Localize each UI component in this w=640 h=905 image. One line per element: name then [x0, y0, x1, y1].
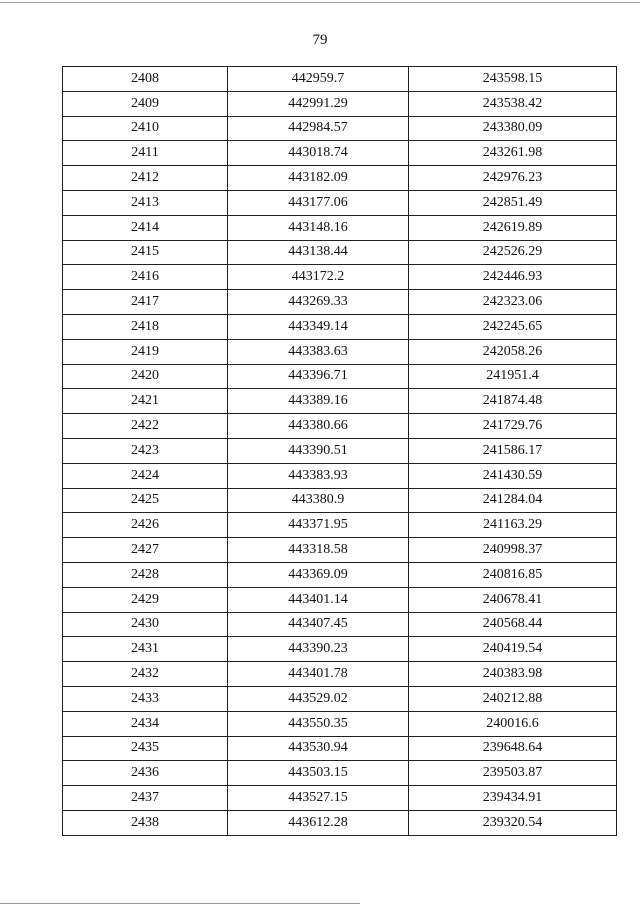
point-number-cell: 2433 [63, 686, 228, 711]
table-row [63, 562, 617, 587]
point-number-cell: 2409 [63, 91, 228, 116]
table-row [63, 389, 617, 414]
table-row [63, 686, 617, 711]
point-number-cell: 2435 [63, 736, 228, 761]
y-coordinate-cell: 242058.26 [409, 339, 617, 364]
point-number-cell: 2423 [63, 438, 228, 463]
x-coordinate-cell: 443371.95 [228, 513, 409, 538]
x-coordinate-cell: 443182.09 [228, 166, 409, 191]
point-number-cell: 2412 [63, 166, 228, 191]
point-number-cell: 2421 [63, 389, 228, 414]
x-coordinate-cell: 442959.7 [228, 67, 409, 92]
y-coordinate-cell: 241874.48 [409, 389, 617, 414]
x-coordinate-cell: 443529.02 [228, 686, 409, 711]
table-row [63, 612, 617, 637]
point-number-cell: 2408 [63, 67, 228, 92]
y-coordinate-cell: 240998.37 [409, 538, 617, 563]
page-number: 79 [312, 32, 328, 48]
x-coordinate-cell: 443550.35 [228, 711, 409, 736]
table-row [63, 265, 617, 290]
y-coordinate-cell: 242446.93 [409, 265, 617, 290]
y-coordinate-cell: 242526.29 [409, 240, 617, 265]
x-coordinate-cell: 443148.16 [228, 215, 409, 240]
y-coordinate-cell: 240016.6 [409, 711, 617, 736]
x-coordinate-cell: 443269.33 [228, 290, 409, 315]
table-row [63, 240, 617, 265]
y-coordinate-cell: 241284.04 [409, 488, 617, 513]
point-number-cell: 2427 [63, 538, 228, 563]
table-row [63, 314, 617, 339]
point-number-cell: 2438 [63, 810, 228, 835]
table-row [63, 141, 617, 166]
point-number-cell: 2417 [63, 290, 228, 315]
table-row [63, 190, 617, 215]
point-number-cell: 2430 [63, 612, 228, 637]
x-coordinate-cell: 443380.66 [228, 414, 409, 439]
x-coordinate-cell: 443390.23 [228, 637, 409, 662]
x-coordinate-cell: 443380.9 [228, 488, 409, 513]
y-coordinate-cell: 241430.59 [409, 463, 617, 488]
x-coordinate-cell: 443349.14 [228, 314, 409, 339]
x-coordinate-cell: 443401.14 [228, 587, 409, 612]
table-row [63, 662, 617, 687]
x-coordinate-cell: 443138.44 [228, 240, 409, 265]
y-coordinate-cell: 241951.4 [409, 364, 617, 389]
table-row [63, 166, 617, 191]
x-coordinate-cell: 442984.57 [228, 116, 409, 141]
point-number-cell: 2436 [63, 761, 228, 786]
y-coordinate-cell: 240419.54 [409, 637, 617, 662]
point-number-cell: 2420 [63, 364, 228, 389]
table-row [63, 438, 617, 463]
x-coordinate-cell: 443177.06 [228, 190, 409, 215]
y-coordinate-cell: 241163.29 [409, 513, 617, 538]
x-coordinate-cell: 443318.58 [228, 538, 409, 563]
table-row [63, 538, 617, 563]
table-row [63, 463, 617, 488]
table-row [63, 67, 617, 92]
table-row [63, 637, 617, 662]
x-coordinate-cell: 443401.78 [228, 662, 409, 687]
point-number-cell: 2416 [63, 265, 228, 290]
point-number-cell: 2422 [63, 414, 228, 439]
table-row [63, 215, 617, 240]
table-row [63, 513, 617, 538]
x-coordinate-cell: 443172.2 [228, 265, 409, 290]
table-row [63, 91, 617, 116]
point-number-cell: 2419 [63, 339, 228, 364]
table-row [63, 290, 617, 315]
table-row [63, 116, 617, 141]
table-row [63, 761, 617, 786]
table-row [63, 587, 617, 612]
y-coordinate-cell: 239434.91 [409, 786, 617, 811]
y-coordinate-cell: 242976.23 [409, 166, 617, 191]
y-coordinate-cell: 243598.15 [409, 67, 617, 92]
point-number-cell: 2410 [63, 116, 228, 141]
table-row [63, 786, 617, 811]
x-coordinate-cell: 443383.63 [228, 339, 409, 364]
bottom-border-line [0, 903, 360, 904]
y-coordinate-cell: 239648.64 [409, 736, 617, 761]
x-coordinate-cell: 442991.29 [228, 91, 409, 116]
point-number-cell: 2413 [63, 190, 228, 215]
point-number-cell: 2424 [63, 463, 228, 488]
y-coordinate-cell: 242323.06 [409, 290, 617, 315]
y-coordinate-cell: 239320.54 [409, 810, 617, 835]
x-coordinate-cell: 443383.93 [228, 463, 409, 488]
x-coordinate-cell: 443612.28 [228, 810, 409, 835]
point-number-cell: 2426 [63, 513, 228, 538]
x-coordinate-cell: 443390.51 [228, 438, 409, 463]
table-row [63, 364, 617, 389]
point-number-cell: 2425 [63, 488, 228, 513]
x-coordinate-cell: 443389.16 [228, 389, 409, 414]
x-coordinate-cell: 443396.71 [228, 364, 409, 389]
y-coordinate-cell: 242619.89 [409, 215, 617, 240]
y-coordinate-cell: 243261.98 [409, 141, 617, 166]
table-row [63, 810, 617, 835]
point-number-cell: 2432 [63, 662, 228, 687]
table-body [63, 67, 617, 836]
y-coordinate-cell: 241729.76 [409, 414, 617, 439]
table-row [63, 736, 617, 761]
point-number-cell: 2428 [63, 562, 228, 587]
y-coordinate-cell: 240678.41 [409, 587, 617, 612]
point-number-cell: 2411 [63, 141, 228, 166]
y-coordinate-cell: 240383.98 [409, 662, 617, 687]
y-coordinate-cell: 240816.85 [409, 562, 617, 587]
x-coordinate-cell: 443527.15 [228, 786, 409, 811]
point-number-cell: 2415 [63, 240, 228, 265]
table-row [63, 414, 617, 439]
x-coordinate-cell: 443503.15 [228, 761, 409, 786]
y-coordinate-cell: 242851.49 [409, 190, 617, 215]
point-number-cell: 2431 [63, 637, 228, 662]
table-row [63, 488, 617, 513]
y-coordinate-cell: 243538.42 [409, 91, 617, 116]
y-coordinate-cell: 239503.87 [409, 761, 617, 786]
x-coordinate-cell: 443369.09 [228, 562, 409, 587]
point-number-cell: 2414 [63, 215, 228, 240]
top-border-line [0, 2, 640, 3]
point-number-cell: 2429 [63, 587, 228, 612]
table-row [63, 711, 617, 736]
y-coordinate-cell: 243380.09 [409, 116, 617, 141]
point-number-cell: 2434 [63, 711, 228, 736]
y-coordinate-cell: 240568.44 [409, 612, 617, 637]
y-coordinate-cell: 242245.65 [409, 314, 617, 339]
y-coordinate-cell: 241586.17 [409, 438, 617, 463]
x-coordinate-cell: 443530.94 [228, 736, 409, 761]
point-number-cell: 2437 [63, 786, 228, 811]
coordinates-table [62, 66, 617, 836]
x-coordinate-cell: 443407.45 [228, 612, 409, 637]
y-coordinate-cell: 240212.88 [409, 686, 617, 711]
x-coordinate-cell: 443018.74 [228, 141, 409, 166]
point-number-cell: 2418 [63, 314, 228, 339]
table-row [63, 339, 617, 364]
